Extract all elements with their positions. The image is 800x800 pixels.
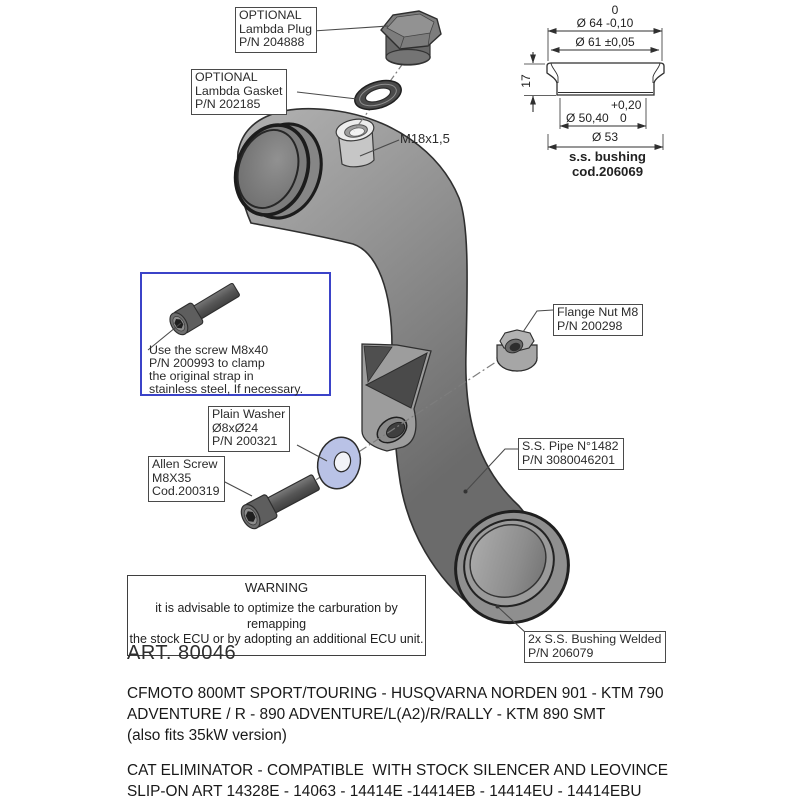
article-number: ART. 80046 [127,642,237,664]
callout-line: P/N 206079 [528,645,594,660]
dim-d64: Ø 64 -0,10 [576,16,634,30]
flange-nut-part [497,330,537,371]
callout-line: M8X35 [152,470,192,485]
callout-line: S.S. Pipe N°1482 [522,439,619,453]
leader-lambda-plug [313,26,388,31]
callout-line: P/N 3080046201 [522,452,616,467]
callout-line: Lambda Gasket [195,83,283,98]
dim-d53: Ø 53 [591,130,618,144]
callout-line: P/N 200321 [212,434,278,449]
warning-line: it is advisable to optimize the carburation by remapping [155,601,398,631]
dim-d5040-upper-tol: +0,20 [611,98,642,112]
callout-line: P/N 202185 [195,97,261,112]
dim-d61: Ø 61 ±0,05 [575,35,635,49]
fitment-line: CFMOTO 800MT SPORT/TOURING - HUSQVARNA NORDEN 901 - KTM 790 [127,685,664,702]
callout-line: Cod.200319 [152,484,220,499]
note-line: stainless steel, If necessary. [149,382,304,397]
callout-line: 2x S.S. Bushing Welded [528,632,662,646]
note-line: Use the screw M8x40 [149,343,269,357]
warning-title: WARNING [244,580,309,595]
callout-ss-pipe [518,438,624,470]
callout-allen-screw [148,456,225,502]
plain-washer-part [312,432,366,493]
lambda-plug-part [381,11,441,65]
callout-line: OPTIONAL [239,8,302,22]
bushing-profile [547,63,664,95]
dim-d5040-lower-tol: 0 [620,111,627,125]
fitment-line: ADVENTURE / R - 890 ADVENTURE/L(A2)/R/RALLY - KTM 890 SMT [127,705,606,723]
callout-flange-nut [553,304,643,336]
note-text [149,344,303,396]
warning-line: the stock ECU or by adopting an additional ECU unit. [129,632,424,647]
callout-plain-washer [208,406,290,452]
callout-line: P/N 200298 [557,318,623,333]
callout-line: Lambda Plug [239,21,313,36]
compatibility-text [127,761,668,800]
tech-drawing-caption [550,150,665,179]
leader-flange-nut [523,310,553,332]
leader-allen-screw [223,481,252,496]
dim-d5040: Ø 50,40 [566,111,609,125]
compatibility-line: SLIP-ON ART 14328E - 14063 - 14414E -14414EB - 14414EU - 14414EBU [127,782,642,800]
caption-line: s.s. bushing [569,149,646,164]
leader-dot-ss-pipe [464,490,468,494]
fitment-line: (also fits 35kW version) [127,726,287,744]
label-m18-thread: M18x1,5 [400,131,450,146]
callout-line: Plain Washer [212,407,286,421]
callout-line: Allen Screw [152,457,218,471]
note-line: P/N 200993 to clamp [149,356,265,371]
caption-line: cod.206069 [571,163,644,179]
callout-lambda-plug [235,7,317,53]
fitment-text [127,684,664,746]
allen-screw-part [237,470,322,531]
dim-h17: 17 [519,74,533,88]
leader-lambda-gasket [297,92,357,99]
callout-bushing-welded [524,631,666,663]
callout-line: P/N 204888 [239,35,305,50]
callout-line: Flange Nut M8 [557,305,639,319]
callout-line: OPTIONAL [195,70,258,84]
leader-dot-bushing [496,605,500,609]
note-box-screw-m8x40 [140,272,331,396]
dim-d64-upper-tol: 0 [611,3,619,17]
callout-line: Ø8xØ24 [212,420,259,435]
compatibility-line: CAT ELIMINATOR - COMPATIBLE WITH STOCK SILENCER AND LEOVINCE [127,762,669,779]
note-line: the original strap in [149,369,254,384]
lambda-gasket-part [351,75,405,115]
callout-lambda-gasket [191,69,287,115]
